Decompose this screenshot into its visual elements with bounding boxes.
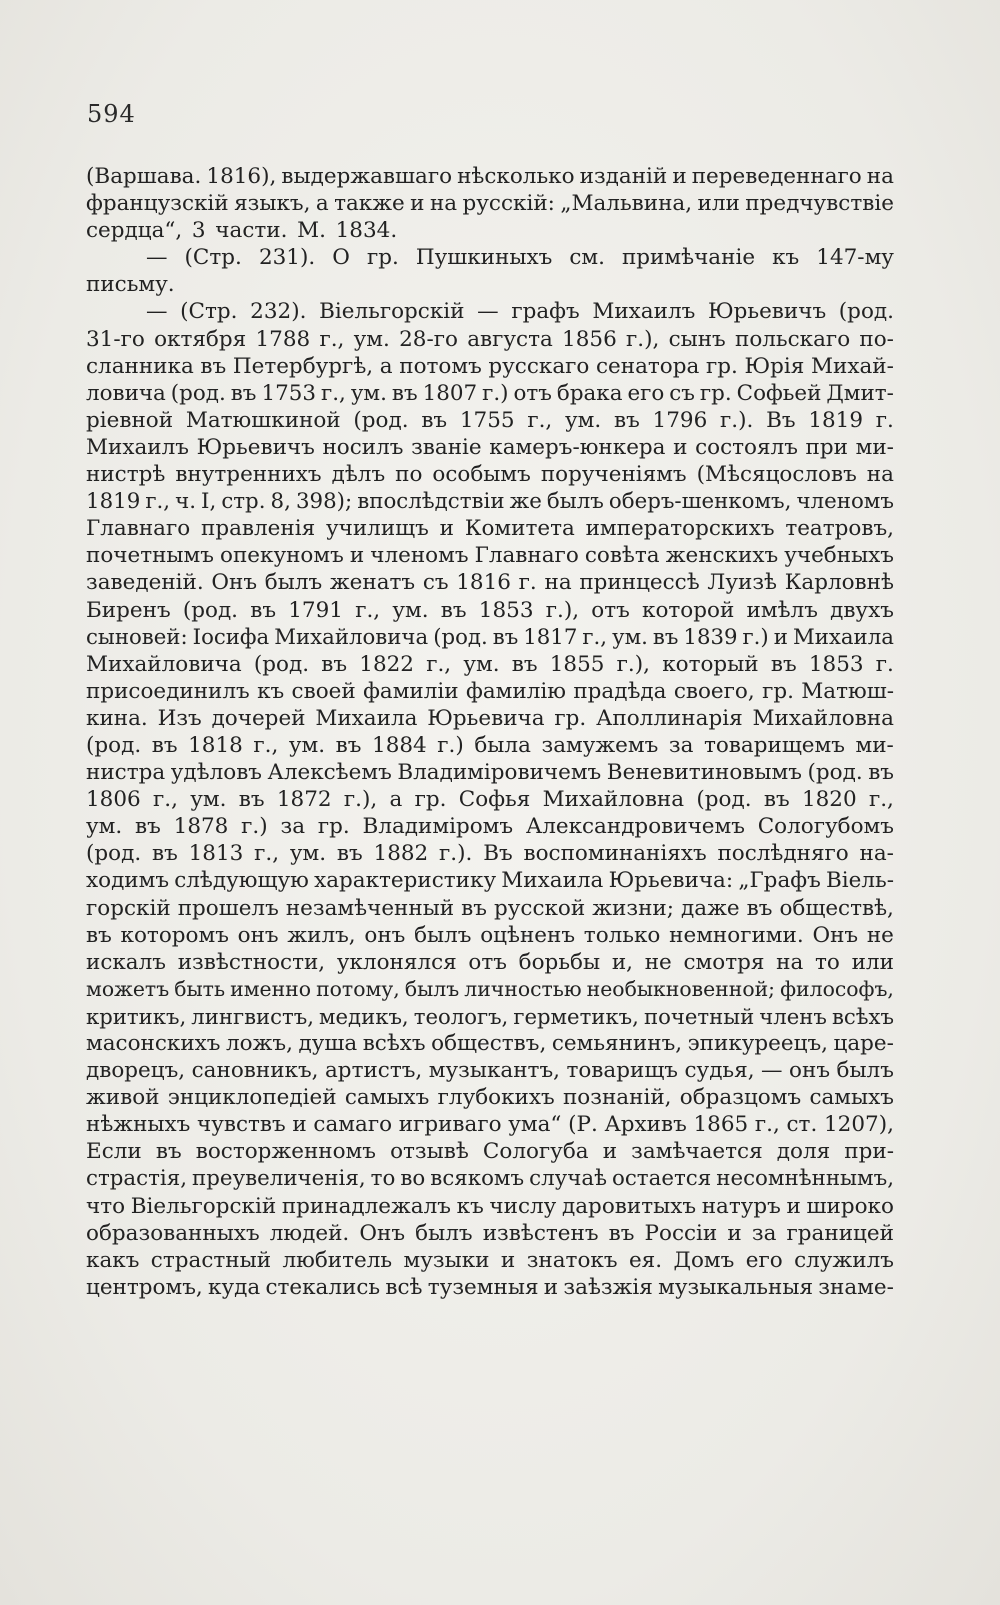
text-line: (род. въ 1813 г., ум. въ 1882 г.). Въ воспоминаніяхъ послѣдняго на-: [86, 841, 894, 867]
text-line: письму.: [86, 272, 175, 298]
text-line: почетнымъ опекуномъ и членомъ Главнаго совѣта женскихъ учебныхъ: [86, 543, 894, 569]
text-line: страстія, преувеличенія, то во всякомъ случаѣ остается несомнѣннымъ,: [86, 1166, 894, 1192]
text-line: что Віельгорскій принадлежалъ къ числу даровитыхъ натуръ и широко: [86, 1193, 894, 1219]
text-line: присоединилъ къ своей фамиліи фамилію прадѣда своего, гр. Матюш-: [86, 678, 894, 704]
text-line: въ которомъ онъ жилъ, онъ былъ оцѣненъ только немногими. Онъ не: [86, 922, 894, 948]
text-line: искалъ извѣстности, уклонялся отъ борьбы и, не смотря на то или: [86, 949, 894, 975]
text-line: образованныхъ людей. Онъ былъ извѣстенъ въ Россіи и за границей: [86, 1220, 894, 1246]
text-line: горскій прошелъ незамѣченный въ русской жизни; даже въ обществѣ,: [86, 895, 894, 921]
text-line: (род. въ 1818 г., ум. въ 1884 г.) была замужемъ за товарищемъ ми-: [86, 732, 894, 758]
text-line: 1806 г., ум. въ 1872 г.), а гр. Софья Михайловна (род. въ 1820 г.,: [86, 787, 894, 813]
text-line: Биренъ (род. въ 1791 г., ум. въ 1853 г.), отъ которой имѣлъ двухъ: [86, 597, 894, 623]
text-line: нѣжныхъ чувствъ и самаго игриваго ума“ (Р. Архивъ 1865 г., ст. 1207),: [86, 1112, 894, 1138]
text-line: французскій языкъ, а также и на русскій: „Мальвина, или предчувствіе: [86, 191, 894, 217]
text-line: ловича (род. въ 1753 г., ум. въ 1807 г.) отъ брака его съ гр. Софьей Дмит-: [86, 380, 894, 406]
text-line: какъ страстный любитель музыки и знатокъ ея. Домъ его служилъ: [86, 1247, 894, 1273]
text-line: Михайловича (род. въ 1822 г., ум. въ 1855 г.), который въ 1853 г.: [86, 651, 894, 677]
text-line: критикъ, лингвистъ, медикъ, теологъ, герметикъ, почетный членъ всѣхъ: [86, 1003, 894, 1029]
text-line: — (Стр. 232). Віельгорскій — графъ Михаилъ Юрьевичъ (род.: [146, 299, 894, 325]
text-line: масонскихъ ложъ, душа всѣхъ обществъ, семьянинъ, эпикуреецъ, царе-: [86, 1031, 894, 1056]
text-line: Михаилъ Юрьевичъ носилъ званіе камеръ-юнкера и состоялъ при ми-: [86, 434, 894, 460]
text-line: нистрѣ внутреннихъ дѣлъ по особымъ порученіямъ (Мѣсяцословъ на: [86, 462, 894, 488]
text-line: (Варшава. 1816), выдержавшаго нѣсколько изданій и переведеннаго на: [86, 164, 894, 189]
page-number: 594: [87, 100, 136, 128]
text-line: сыновей: Іосифа Михайловича (род. въ 1817 г., ум. въ 1839 г.) и Михаила: [86, 624, 894, 650]
text-line: 31-го октября 1788 г., ум. 28-го августа 1856 г.), сынъ польскаго по-: [86, 326, 894, 352]
text-line: ходимъ слѣдующую характеристику Михаила Юрьевича: „Графъ Віель-: [86, 868, 894, 894]
text-line: сердца“, 3 части. М. 1834.: [86, 218, 398, 244]
text-line: 1819 г., ч. I, стр. 8, 398); впослѣдствіи же былъ оберъ-шенкомъ, членомъ: [86, 489, 894, 515]
text-line: — (Стр. 231). О гр. Пушкиныхъ см. примѣчаніе къ 147-му: [146, 245, 894, 271]
body-text: [86, 163, 894, 1301]
text-line: можетъ быть именно потому, былъ личностью необыкновенной; философъ,: [86, 976, 894, 1001]
text-line: заведеній. Онъ былъ женатъ съ 1816 г. на принцессѣ Луизѣ Карловнѣ: [86, 570, 894, 596]
text-line: кина. Изъ дочерей Михаила Юрьевича гр. Аполлинарія Михайловна: [86, 705, 894, 731]
text-line: центромъ, куда стекались всѣ туземныя и заѣзжія музыкальныя знаме-: [86, 1274, 894, 1300]
text-line: дворецъ, сановникъ, артистъ, музыкантъ, товарищъ судья, — онъ былъ: [86, 1058, 894, 1084]
text-line: ріевной Матюшкиной (род. въ 1755 г., ум. въ 1796 г.). Въ 1819 г.: [86, 407, 894, 433]
text-line: ум. въ 1878 г.) за гр. Владиміромъ Александровичемъ Сологубомъ: [86, 814, 894, 840]
text-line: Главнаго правленія училищъ и Комитета императорскихъ театровъ,: [86, 516, 894, 542]
text-line: сланника въ Петербургѣ, а потомъ русскаго сенатора гр. Юрія Михай-: [86, 353, 894, 379]
text-line: нистра удѣловъ Алексѣемъ Владиміровичемъ Веневитиновымъ (род. въ: [86, 760, 894, 786]
text-line: Если въ восторженномъ отзывѣ Сологуба и замѣчается доля при-: [86, 1139, 894, 1165]
text-line: живой энциклопедіей самыхъ глубокихъ познаній, образцомъ самыхъ: [86, 1085, 894, 1111]
